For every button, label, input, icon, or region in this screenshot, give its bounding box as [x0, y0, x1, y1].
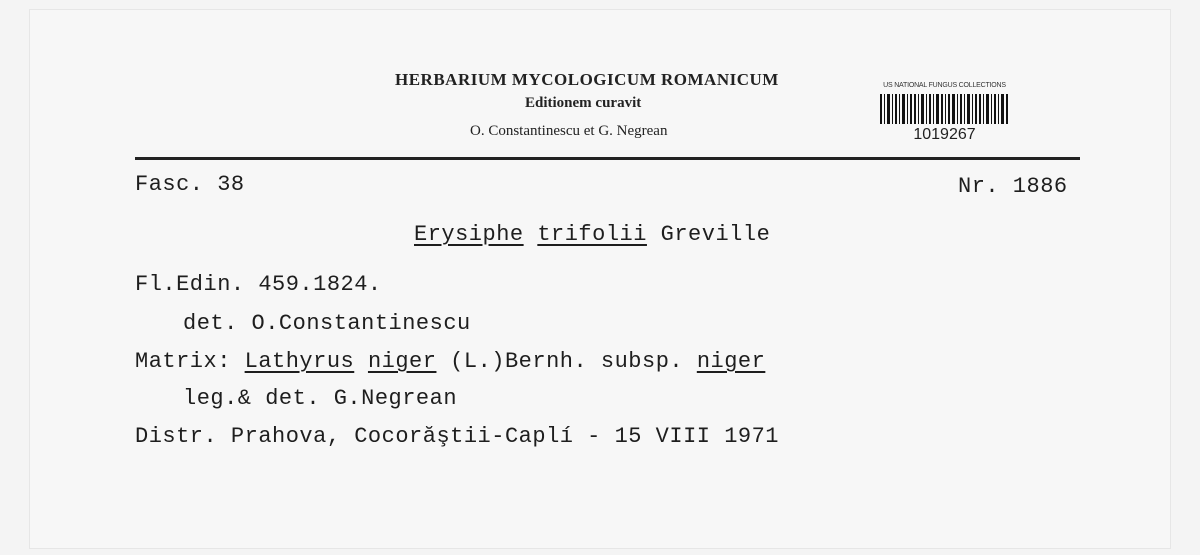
- determiner: det. O.Constantinescu: [183, 311, 471, 336]
- species-epithet: trifolii: [537, 222, 647, 247]
- herbarium-subtitle: Editionem curavit: [525, 95, 642, 111]
- matrix-line: [135, 349, 765, 374]
- herbarium-title: HERBARIUM MYCOLOGICUM ROMANICUM: [395, 70, 779, 89]
- barcode-block: [872, 82, 1017, 148]
- matrix-prefix: Matrix:: [135, 349, 231, 374]
- species-author: Greville: [660, 222, 771, 247]
- fascicle-number: Fasc. 38: [135, 172, 245, 197]
- original-citation: Fl.Edin. 459.1824.: [135, 272, 382, 297]
- species-genus: Erysiphe: [414, 222, 524, 247]
- barcode-number: 1019267: [913, 126, 976, 143]
- host-genus: Lathyrus: [244, 349, 355, 374]
- barcode-caption: US NATIONAL FUNGUS COLLECTIONS: [883, 82, 1006, 89]
- host-subspecies: niger: [696, 349, 766, 374]
- exsiccata-number: Nr. 1886: [958, 174, 1068, 199]
- species-name: [414, 222, 770, 247]
- barcode-icon: [880, 94, 1010, 124]
- header-divider: [135, 157, 1080, 160]
- locality-date: Distr. Prahova, Cocorăştii-Caplí - 15 VIII 1971: [135, 424, 780, 449]
- host-author: (L.)Bernh. subsp.: [450, 349, 684, 374]
- herbarium-editors: O. Constantinescu et G. Negrean: [470, 123, 668, 139]
- host-epithet: niger: [367, 349, 437, 374]
- collector: leg.& det. G.Negrean: [183, 386, 458, 411]
